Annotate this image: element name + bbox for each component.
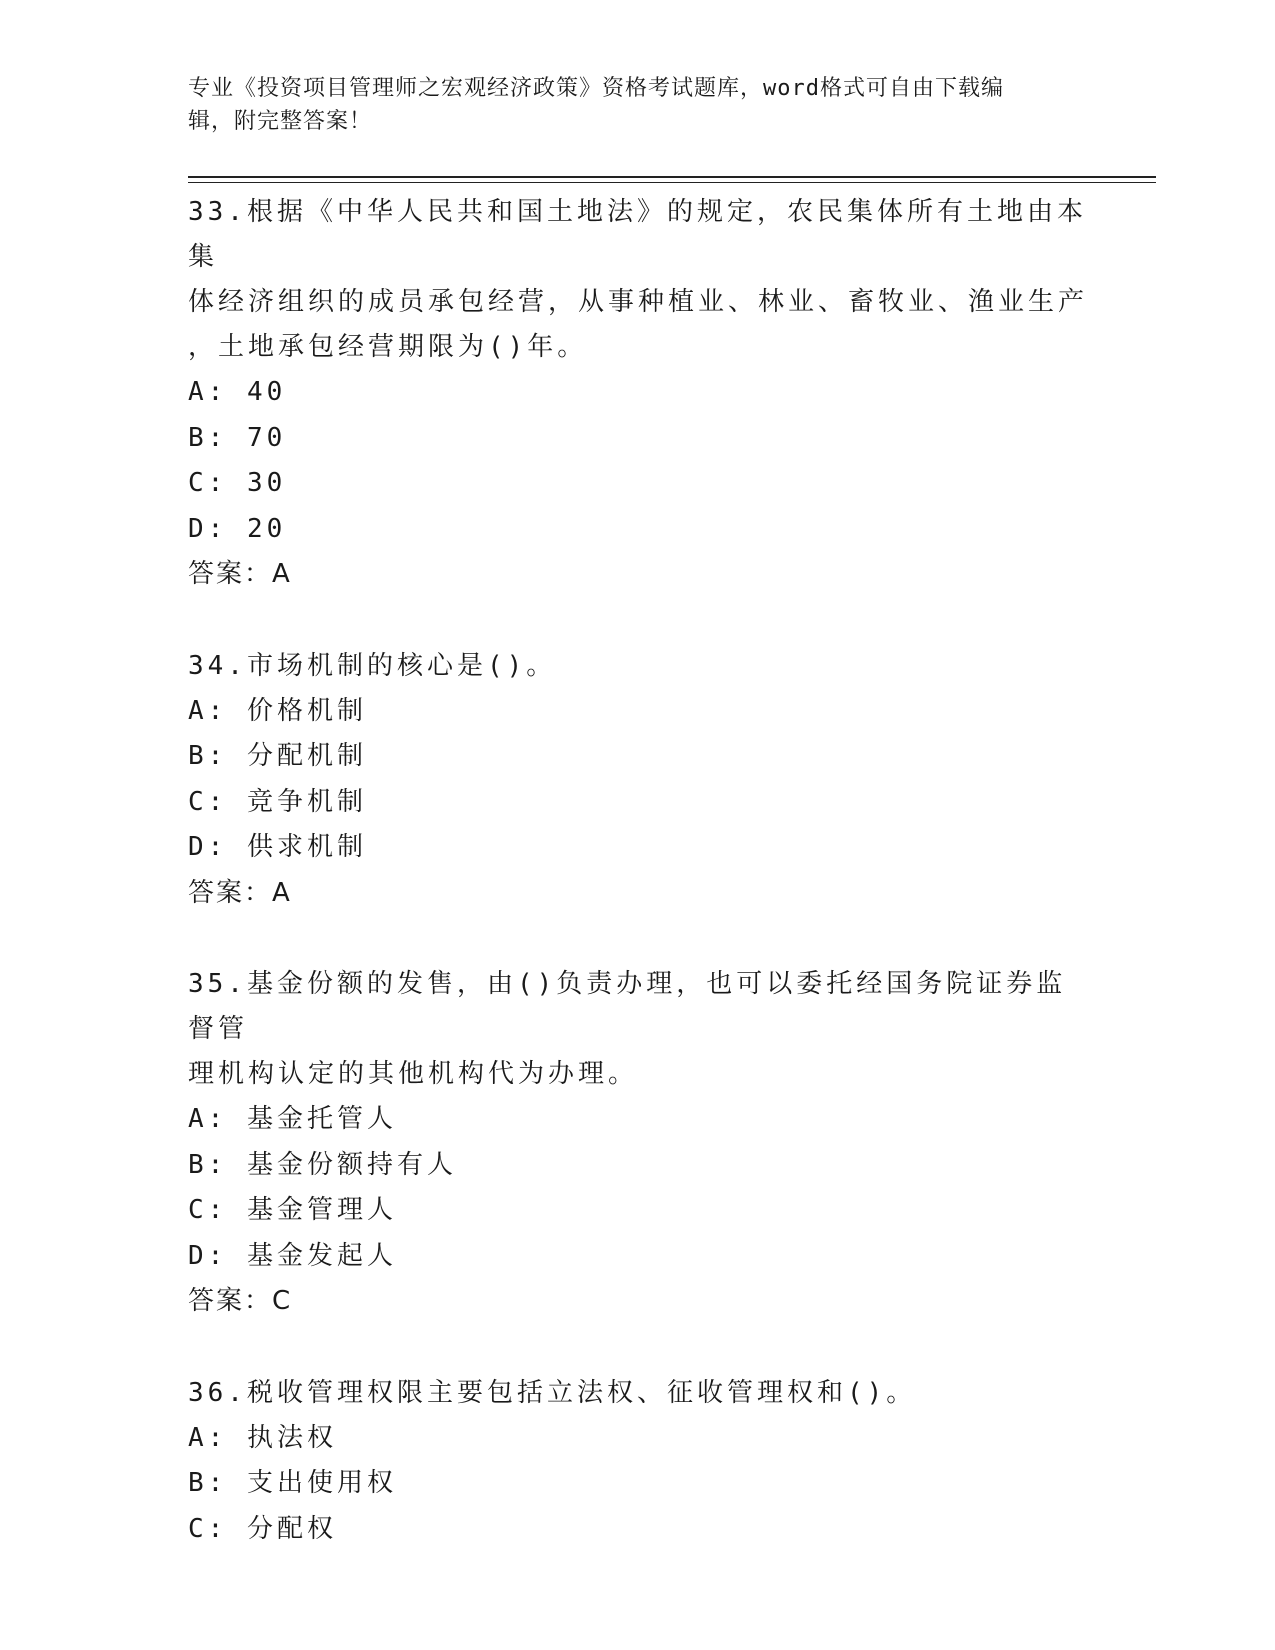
question-list [188,190,1088,1598]
question-34 [188,644,1088,917]
option-c: C: 竞争机制 [188,786,367,817]
option-d: D: 基金发起人 [188,1240,397,1271]
header-divider-thin [188,182,1156,183]
option-c: C: 基金管理人 [188,1195,397,1225]
question-text-line: 35.基金份额的发售，由()负责办理，也可以委托经国务院证券监督管 [188,969,1067,1044]
question-text-line: ，土地承包经营期限为()年。 [188,332,588,362]
option-a: A: 基金托管人 [188,1104,397,1134]
document-header [188,72,1088,138]
option-a: A: 价格机制 [188,695,367,726]
question-text-line: 34.市场机制的核心是()。 [188,650,557,681]
question-33 [188,190,1088,598]
question-text-line: 33.根据《中华人民共和国土地法》的规定，农民集体所有土地由本集 [188,197,1087,272]
question-text-line: 体经济组织的成员承包经营，从事种植业、林业、畜牧业、渔业生产 [188,287,1089,317]
header-line-1: 专业《投资项目管理师之宏观经济政策》资格考试题库，word格式可自由下载编 [188,76,1004,101]
answer-line: 答案：A [188,877,292,908]
answer-line: 答案：C [188,1286,293,1316]
option-b: B: 分配机制 [188,741,367,771]
option-c: C: 分配权 [188,1513,337,1544]
option-d: D: 20 [188,513,287,544]
question-36 [188,1371,1088,1553]
header-divider-thick [188,176,1156,178]
option-b: B: 基金份额持有人 [188,1149,457,1180]
question-text-line: 36.税收管理权限主要包括立法权、征收管理权和()。 [188,1377,917,1408]
question-text-line: 理机构认定的其他机构代为办理。 [188,1059,639,1089]
option-b: B: 支出使用权 [188,1468,397,1498]
option-a: A: 40 [188,377,287,407]
header-line-2: 辑，附完整答案！ [188,109,373,134]
answer-line: 答案：A [188,559,292,589]
option-a: A: 执法权 [188,1422,337,1453]
question-35 [188,962,1088,1325]
option-c: C: 30 [188,468,287,498]
option-d: D: 供求机制 [188,832,367,862]
option-b: B: 70 [188,422,287,453]
